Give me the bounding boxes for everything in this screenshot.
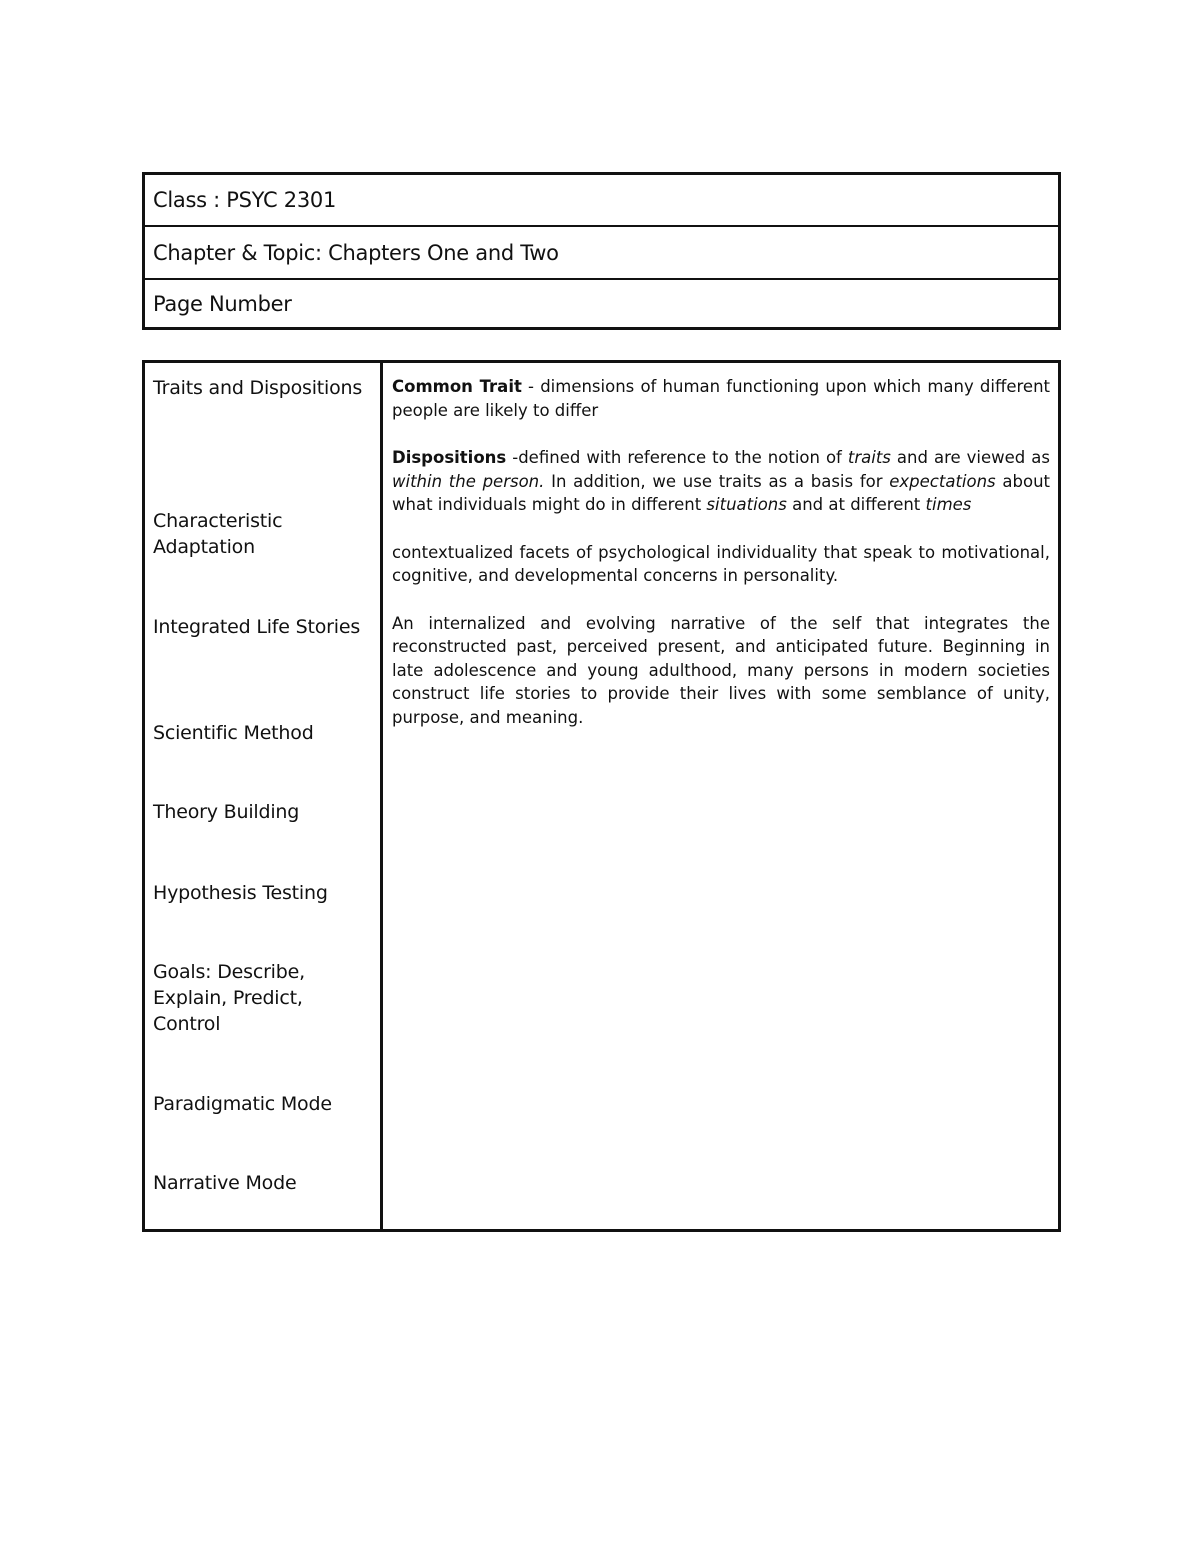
term-hypothesis-testing: Hypothesis Testing xyxy=(153,882,328,904)
chapter-topic-row: Chapter & Topic: Chapters One and Two xyxy=(145,225,1058,278)
term-scientific-method: Scientific Method xyxy=(153,722,314,744)
notes-table xyxy=(142,360,1061,1232)
term-goals: Goals: Describe, Explain, Predict, Control xyxy=(153,961,305,1035)
definition-term: Common Trait xyxy=(392,377,522,396)
definition-text: - dimensions of human functioning upon which many different people are likely to differ xyxy=(392,377,1050,420)
emphasis-text: expectations xyxy=(889,471,996,491)
header-table xyxy=(142,172,1061,330)
definition-characteristic-adaptation: contextualized facets of psychological individuality that speak to motivational, cognitive, and developmental concerns in personality. xyxy=(392,542,1050,585)
definition-text: -defined with reference to the notion of xyxy=(506,448,848,467)
term-theory-building: Theory Building xyxy=(153,801,300,823)
term-paradigmatic-mode: Paradigmatic Mode xyxy=(153,1093,332,1115)
term-narrative-mode: Narrative Mode xyxy=(153,1172,297,1194)
emphasis-text: situations xyxy=(706,495,787,514)
term-characteristic-adaptation: Characteristic Adaptation xyxy=(153,510,283,558)
term-traits-and-dispositions: Traits and Dispositions xyxy=(153,377,363,399)
definition-text: In addition, we use traits as a basis for xyxy=(544,471,890,491)
column-divider xyxy=(380,363,383,1229)
definition-dispositions xyxy=(392,446,1050,517)
definitions-column xyxy=(392,375,1050,753)
definition-integrated-life-stories: An internalized and evolving narrative of the self that integrates the reconstructed past, perceived present, and anticipated future. Beginning in late adolescence and young adulthood, many persons in modern societies construct life stories to provide their lives with some semblance of unity, purpose, and meaning. xyxy=(392,613,1050,727)
definition-term: Dispositions xyxy=(392,448,507,467)
emphasis-text: times xyxy=(925,495,972,514)
definition-text: about what individuals might do in different xyxy=(392,471,1050,514)
term-integrated-life-stories: Integrated Life Stories xyxy=(153,616,361,638)
class-row: Class : PSYC 2301 xyxy=(153,188,337,212)
definition-text: and are viewed as xyxy=(890,448,1050,467)
page-number-row: Page Number xyxy=(145,278,1058,327)
emphasis-text: traits xyxy=(847,448,891,467)
emphasis-text: within the person. xyxy=(392,471,545,491)
definition-text: and at different xyxy=(786,495,926,514)
definition-common-trait xyxy=(392,375,1050,422)
